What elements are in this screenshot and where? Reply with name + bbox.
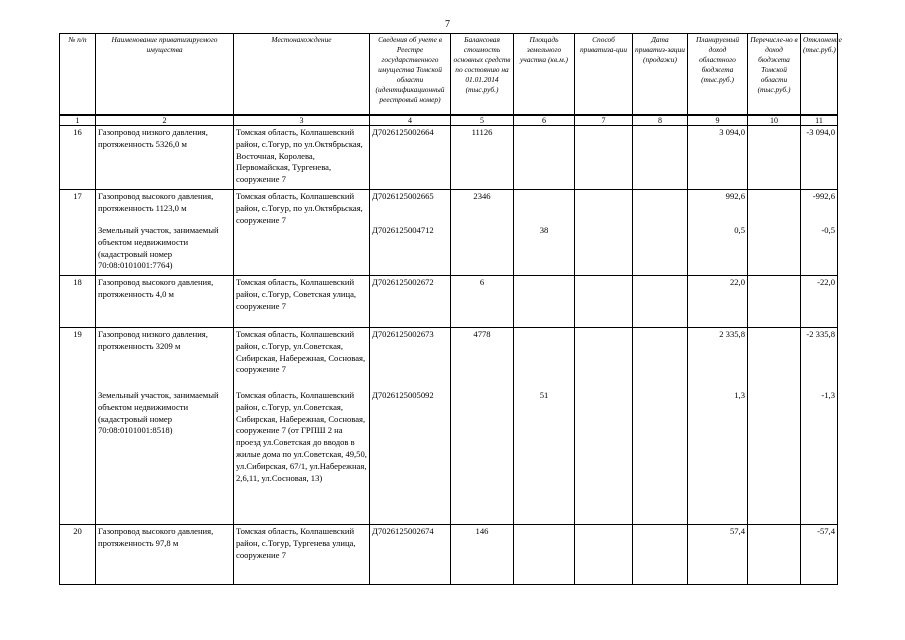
privatization-method — [575, 126, 633, 190]
header-cell: Дата приватиз-зации (продажи) — [633, 34, 688, 116]
registry-number-item: Д7026125002673 — [372, 329, 434, 339]
land-area — [514, 525, 575, 585]
planned-income-item: 0,5 — [734, 225, 745, 235]
row-number: 17 — [60, 190, 96, 276]
column-number: 5 — [451, 115, 514, 126]
deviation-item: -1,3 — [821, 390, 835, 400]
column-number: 4 — [370, 115, 451, 126]
row-number: 19 — [60, 328, 96, 525]
property-name: Газопровод высокого давления, протяженность 4,0 м — [96, 276, 234, 328]
table-row — [60, 126, 838, 190]
planned-income-item: 1,3 — [734, 390, 745, 400]
column-number: 11 — [801, 115, 838, 126]
privatization-date — [633, 126, 688, 190]
property-name-item: Земельный участок, занимаемый объектом недвижимости (кадастровый номер 70:08:0101001:8518) — [98, 390, 219, 436]
transferred-amount — [748, 276, 801, 328]
header-cell: Площадь земельного участка (кв.м.) — [514, 34, 575, 116]
registry-number — [370, 190, 451, 276]
column-number: 7 — [575, 115, 633, 126]
property-location-item: Томская область, Колпашевский район, с.Тогур, ул.Советская, Сибирская, Набережная, Сосновая, сооружение 7 (от ГРПШ 2 на проезд ул.Советская до вводов в жилые дома по ул.Советская, 49,50, ул.Сибирская, 67/1, ул.Набережная, 2,6,11, ул.Сосновая, 13) — [236, 390, 367, 483]
registry-number: Д7026125002672 — [370, 276, 451, 328]
deviation-item: -2 335,8 — [806, 329, 835, 339]
page-number: 7 — [445, 19, 450, 30]
header-row — [60, 34, 838, 116]
table-row — [60, 328, 838, 525]
planned-income: 3 094,0 — [688, 126, 748, 190]
registry-number — [370, 328, 451, 525]
row-number: 16 — [60, 126, 96, 190]
planned-income-item: 992,6 — [725, 191, 745, 201]
deviation-value — [801, 190, 838, 276]
transferred-amount — [748, 328, 801, 525]
deviation-value: -22,0 — [801, 276, 838, 328]
property-location: Томская область, Колпашевский район, с.Тогур, по ул.Октябрьская, сооружение 7 — [234, 190, 370, 276]
land-area — [514, 276, 575, 328]
property-location: Томская область, Колпашевский район, с.Тогур, по ул.Октябрьская, Восточная, Королева, Первомайская, Тургенева, сооружение 7 — [234, 126, 370, 190]
privatization-table — [59, 33, 842, 585]
planned-income: 57,4 — [688, 525, 748, 585]
property-name-item: Земельный участок, занимаемый объектом недвижимости (кадастровый номер 70:08:0101001:7764) — [98, 225, 219, 271]
transferred-amount — [748, 190, 801, 276]
balance-value: 146 — [451, 525, 514, 585]
header-cell: Местонахождение — [234, 34, 370, 116]
header-cell: Отклонение (тыс.руб.) — [801, 34, 838, 116]
column-number: 9 — [688, 115, 748, 126]
column-number: 3 — [234, 115, 370, 126]
transferred-amount — [748, 126, 801, 190]
property-name: Газопровод низкого давления, протяженность 5326,0 м — [96, 126, 234, 190]
property-location-item: Томская область, Колпашевский район, с.Тогур, ул.Советская, Сибирская, Набережная, Сосновая, сооружение 7 — [236, 329, 366, 375]
transferred-amount — [748, 525, 801, 585]
registry-number: Д7026125002674 — [370, 525, 451, 585]
column-number: 2 — [96, 115, 234, 126]
privatization-date — [633, 328, 688, 525]
registry-number-item: Д7026125004712 — [372, 225, 434, 235]
property-name-item: Газопровод высокого давления, протяженность 1123,0 м — [98, 191, 214, 213]
balance-value: 6 — [451, 276, 514, 328]
planned-income-item: 2 335,8 — [719, 329, 745, 339]
deviation-value: -3 094,0 — [801, 126, 838, 190]
column-number: 1 — [60, 115, 96, 126]
planned-income — [688, 328, 748, 525]
deviation-value — [801, 328, 838, 525]
deviation-value: -57,4 — [801, 525, 838, 585]
land-area-item: 51 — [539, 390, 549, 400]
row-number: 18 — [60, 276, 96, 328]
table-row — [60, 525, 838, 585]
header-cell: Способ приватиза-ции — [575, 34, 633, 116]
property-name — [96, 328, 234, 525]
column-number: 6 — [514, 115, 575, 126]
header-cell: Перечисле-но в доход бюджета Томской области (тыс.руб.) — [748, 34, 801, 116]
property-name — [96, 190, 234, 276]
property-name-item: Газопровод низкого давления, протяженность 3209 м — [98, 329, 208, 351]
table-row — [60, 276, 838, 328]
planned-income: 22,0 — [688, 276, 748, 328]
privatization-method — [575, 190, 633, 276]
header-cell: Сведения об учете в Реестре государственного имущества Томской области (идентификационный реестровый номер) — [370, 34, 451, 116]
land-area — [514, 126, 575, 190]
property-location — [234, 328, 370, 525]
land-area-item: 38 — [539, 225, 549, 235]
property-location: Томская область, Колпашевский район, с.Тогур, Тургенева улица, сооружение 7 — [234, 525, 370, 585]
column-number: 8 — [633, 115, 688, 126]
privatization-method — [575, 328, 633, 525]
deviation-item: -992,6 — [812, 191, 835, 201]
property-name: Газопровод высокого давления, протяженность 97,8 м — [96, 525, 234, 585]
privatization-method — [575, 525, 633, 585]
balance-value: 2346 — [451, 190, 514, 276]
privatization-date — [633, 276, 688, 328]
row-number: 20 — [60, 525, 96, 585]
balance-value: 4778 — [451, 328, 514, 525]
header-cell: Планируемый доход областного бюджета (тыс.руб.) — [688, 34, 748, 116]
property-location: Томская область, Колпашевский район, с.Тогур, Советская улица, сооружение 7 — [234, 276, 370, 328]
column-number: 10 — [748, 115, 801, 126]
privatization-date — [633, 190, 688, 276]
registry-number-item: Д7026125005092 — [372, 390, 434, 400]
column-number-row — [60, 115, 838, 126]
header-cell: Наименование приватизируемого имущества — [96, 34, 234, 116]
planned-income — [688, 190, 748, 276]
privatization-method — [575, 276, 633, 328]
header-cell: Балансовая стоимость основных средств по состоянию на 01.01.2014 (тыс.руб.) — [451, 34, 514, 116]
balance-value: 11126 — [451, 126, 514, 190]
privatization-date — [633, 525, 688, 585]
deviation-item: -0,5 — [821, 225, 835, 235]
land-area — [514, 190, 575, 276]
registry-number: Д7026125002664 — [370, 126, 451, 190]
header-cell: № п/п — [60, 34, 96, 116]
land-area — [514, 328, 575, 525]
table-row — [60, 190, 838, 276]
registry-number-item: Д7026125002665 — [372, 191, 434, 201]
